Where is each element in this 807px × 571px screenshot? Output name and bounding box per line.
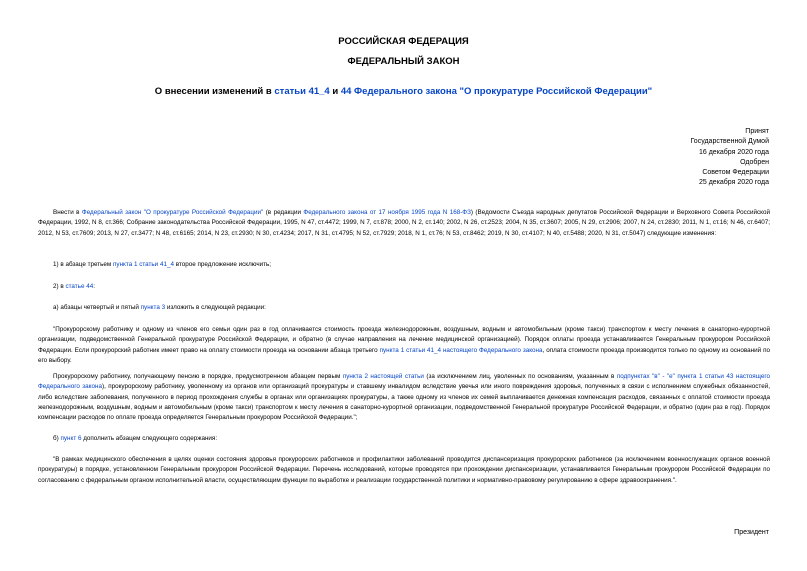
link-point-3[interactable]: пункта 3 xyxy=(140,304,166,311)
law-title xyxy=(0,86,807,97)
link-subpoints-article-43[interactable]: подпунктах "в" - "е" пункта 1 статьи 43 настоящего Федерального закона xyxy=(38,373,770,391)
adoption-line: Принят xyxy=(745,128,769,135)
link-law-168-fz[interactable]: Федерального закона от 17 ноября 1995 года N 168-ФЗ xyxy=(303,209,471,216)
text-run: Внести в xyxy=(53,209,82,216)
link-article-44-body[interactable]: статье 44 xyxy=(65,283,94,290)
paragraph-item-1 xyxy=(38,260,770,270)
adoption-line: Одобрен xyxy=(740,158,769,166)
link-point-2-article[interactable]: пункта 2 настоящей статьи xyxy=(342,373,424,380)
paragraph-quote-medical: "В рамках медицинского обеспечения в целях оценки состояния здоровья прокурорских работников и профилактики заболеваний проводится диспансеризация прокурорских работников (за исключением военнослужащих органов военной прокуратуры) в порядке, установленном Генеральным прокурором Российской Федерации. Перечень исследований, которые проводятся при прохождении диспансеризации, устанавливается Генеральным прокурором Российской Федерации по согласованию с федеральным органом исполнительной власти, осуществляющим функции по выработке и реализации государственной политики и нормативно-правовому регулированию в сфере здравоохранения.". xyxy=(38,456,770,484)
paragraph-item-2 xyxy=(38,282,770,292)
adoption-block xyxy=(690,127,769,189)
paragraph-pension-compensation xyxy=(38,372,770,423)
text-run: 1) в абзаце третьем xyxy=(53,261,114,268)
adoption-line: Советом Федерации xyxy=(702,169,769,177)
text-run: "Прокурорскому работнику и одному из членов его семьи один раз в год оплачивается стоимость проезда железнодорожным, воздушным, водным и автомобильным (кроме такси) транспортом к месту лечения в санаторно-курортной организации, подведомственной Генеральной прокуратуре Российской Федерации, и обратно (в случае направления на лечение медицинской организацией). Порядок оплаты проезда устанавливается Генеральным прокурором Российской Федерации. Если прокурорский работник имеет право на оплату стоимости проезда на основании абзаца третьего xyxy=(38,326,770,354)
text-run: ), прокурорскому работнику, уволенному из органов или организаций прокуратуры и ставшему инвалидом вследствие увечья или иного повреждения здоровья, полученных в связи с исполнением служебных обязанностей, либо вследствие заболевания, полученного в период прохождения службы в органах или организациях прокуратуры, а также одному из членов их семей выплачивается денежная компенсация расходов, связанных с оплатой стоимости проезда железнодорожным, воздушным, водным и автомобильным (кроме такси) транспортом к месту лечения в санаторно-курортной организации, подведомственной Генеральной прокуратуре Российской Федерации, и обратно (один раз в год). Порядок компенсации расходов по оплате проезда определяется Генеральным прокурором Российской Федерации."; xyxy=(38,383,770,422)
header-law-type: ФЕДЕРАЛЬНЫЙ ЗАКОН xyxy=(347,56,460,67)
paragraph-quote-travel xyxy=(38,325,770,366)
text-run: Прокурорскому работнику, получающему пенсию в порядке, предусмотренном абзацем первым xyxy=(53,373,343,380)
link-article-44[interactable]: 44 Федерального закона "О прокуратуре Российской Федерации" xyxy=(340,86,653,97)
law-title-pre: О внесении изменений в xyxy=(154,86,275,97)
text-run: дополнить абзацем следующего содержания: xyxy=(81,435,218,442)
text-run: изложить в следующей редакции: xyxy=(165,304,266,311)
text-run: б) xyxy=(53,435,61,442)
paragraph-item-a xyxy=(38,303,770,313)
signature-president: Президент xyxy=(734,529,769,536)
adoption-line: Государственной Думой xyxy=(690,138,769,146)
text-run: : xyxy=(93,283,95,290)
text-run: 2) в xyxy=(53,283,66,290)
paragraph-intro xyxy=(38,208,770,239)
link-article-41-4[interactable]: статьи 41_4 xyxy=(274,86,330,97)
link-point-1-article-41-4[interactable]: пункта 1 статьи 41_4 xyxy=(113,261,174,268)
link-point-1-article-41-4-law[interactable]: пункта 1 статьи 41_4 настоящего Федерального закона xyxy=(379,346,543,354)
text-run: второе предложение исключить; xyxy=(173,261,272,268)
text-run: (в редакции xyxy=(263,209,304,216)
header-country: РОССИЙСКАЯ ФЕДЕРАЦИЯ xyxy=(338,36,469,47)
text-run: а) абзацы четвертый и пятый xyxy=(53,304,141,311)
text-run: ) (Ведомости Съезда народных депутатов Российской Федерации и Верховного Совета Российской Федерации, 1992, N 8, ст.366; Собрание законодательства Российской Федерации, 1995, N 47, ст.4472; 1999, N 7, ст.878; 2000, N 2, ст.140; 2002, N 26, ст.2523; 2004, N 35, ст.3607; 2005, N 29, ст.2906; 2007, N 24, ст.2830; 2011, N 1, ст.16; N 46, ст.6407; 2012, N 53, ст.7609; 2013, N 27, ст.3477; N 48, ст.6165; 2014, N 23, ст.2930; N 30, ст.4234; 2017, N 31, ст.4795; N 52, ст.7929; 2018, N 1, ст.76; N 53, ст.8462; 2019, N 30, ст.4107; N 40, ст.5488; 2020, N 31, ст.5047) следующие изменения: xyxy=(38,209,770,237)
adoption-date-council: 25 декабря 2020 года xyxy=(698,179,769,187)
adoption-date-duma: 16 декабря 2020 года xyxy=(698,148,769,156)
law-title-mid: и xyxy=(329,86,341,97)
text-run: (за исключением лиц, уволенных по основаниям, указанным в xyxy=(423,373,617,380)
link-point-6[interactable]: пункт 6 xyxy=(60,435,82,442)
text-run: , оплата стоимости проезда производится только по одному из оснований по его выбору. xyxy=(38,346,770,364)
link-prosecutor-law[interactable]: Федеральный закон "О прокуратуре Российской Федерации" xyxy=(81,209,264,216)
paragraph-item-b xyxy=(38,434,770,444)
